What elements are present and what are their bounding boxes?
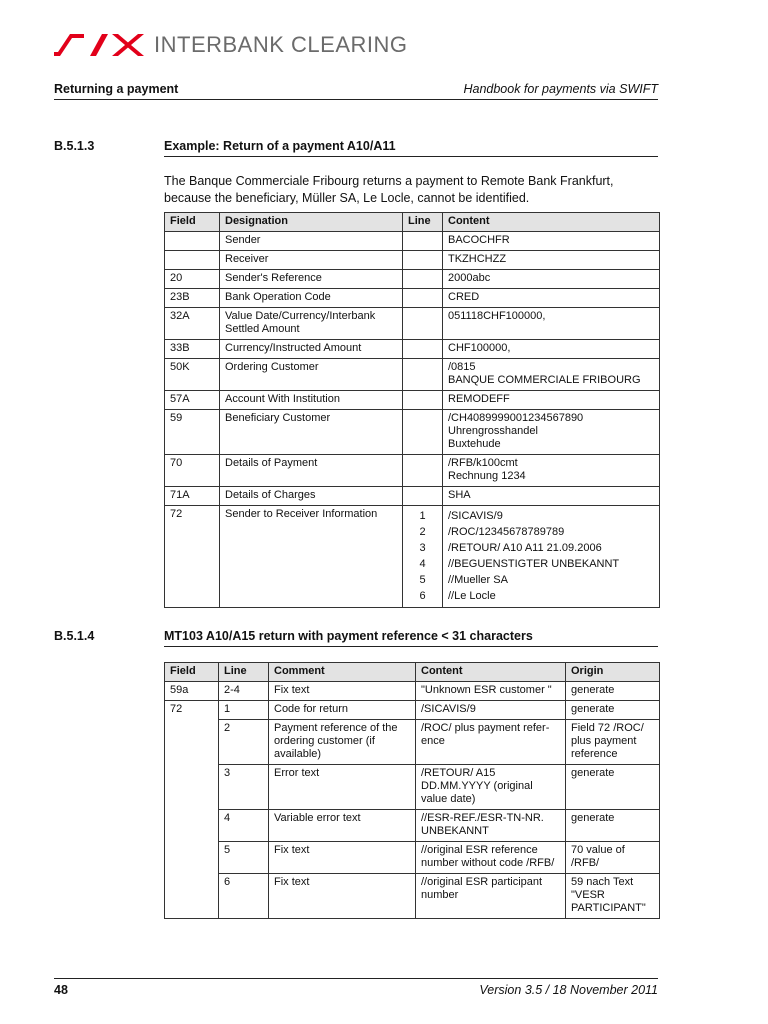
origin-cell: 59 nach Text "VESR PARTICIPANT" bbox=[566, 874, 660, 919]
origin-cell: generate bbox=[566, 701, 660, 720]
line-cell: 2 bbox=[219, 720, 269, 765]
column-header-origin: Origin bbox=[566, 663, 660, 682]
line-cell bbox=[403, 391, 443, 410]
designation-cell: Ordering Customer bbox=[220, 359, 403, 391]
content-cell bbox=[443, 308, 660, 340]
line-number: 2 bbox=[419, 526, 426, 538]
table-header-row bbox=[165, 213, 660, 232]
line-number: 1 bbox=[419, 510, 426, 522]
line-cell: 3 bbox=[219, 765, 269, 810]
designation-cell: Sender to Receiver Information bbox=[220, 506, 403, 608]
table-row bbox=[165, 410, 660, 455]
line-cell: 4 bbox=[219, 810, 269, 842]
table-row bbox=[165, 455, 660, 487]
comment-cell: Fix text bbox=[269, 682, 416, 701]
content-line: //Le Locle bbox=[448, 590, 496, 602]
content-line: /RETOUR/ A10 A11 21.09.2006 bbox=[448, 542, 602, 554]
table-row bbox=[165, 340, 660, 359]
line-cell bbox=[403, 289, 443, 308]
line-cell bbox=[403, 410, 443, 455]
line-cell: 1 bbox=[219, 701, 269, 720]
field-cell bbox=[165, 874, 219, 919]
line-cell bbox=[403, 340, 443, 359]
field-cell bbox=[165, 720, 219, 765]
line-cell: 5 bbox=[219, 842, 269, 874]
content-line: /RFB/k100cmt bbox=[448, 457, 518, 469]
table-row bbox=[165, 270, 660, 289]
table-row bbox=[165, 308, 660, 340]
table-row bbox=[165, 506, 660, 608]
column-header-line: Line bbox=[219, 663, 269, 682]
comment-cell: Error text bbox=[269, 765, 416, 810]
field-cell: 59a bbox=[165, 682, 219, 701]
content-cell bbox=[443, 391, 660, 410]
line-cell bbox=[403, 251, 443, 270]
running-header-title: Handbook for payments via SWIFT bbox=[463, 82, 658, 96]
column-header-content: Content bbox=[416, 663, 566, 682]
column-header-field: Field bbox=[165, 663, 219, 682]
line-cell bbox=[403, 359, 443, 391]
line-cell bbox=[403, 506, 443, 608]
content-cell bbox=[443, 340, 660, 359]
table-row bbox=[165, 391, 660, 410]
line-cell bbox=[403, 232, 443, 251]
table-row bbox=[165, 289, 660, 308]
footer-divider bbox=[54, 978, 658, 979]
column-header-designation: Designation bbox=[220, 213, 403, 232]
column-header-comment: Comment bbox=[269, 663, 416, 682]
running-header-chapter: Returning a payment bbox=[54, 82, 179, 96]
origin-cell: generate bbox=[566, 810, 660, 842]
table-row bbox=[165, 842, 660, 874]
content-line: /ROC/12345678789789 bbox=[448, 526, 565, 538]
field-cell: 23B bbox=[165, 289, 220, 308]
content-line: 051118CHF100000, bbox=[448, 310, 546, 322]
content-cell bbox=[443, 487, 660, 506]
content-line: BACOCHFR bbox=[448, 234, 510, 246]
content-line: Rechnung 1234 bbox=[448, 470, 526, 482]
content-cell: //original ESR participant number bbox=[416, 874, 566, 919]
section-title: MT103 A10/A15 return with payment reference < 31 characters bbox=[164, 629, 533, 643]
field-cell: 70 bbox=[165, 455, 220, 487]
field-cell: 72 bbox=[165, 506, 220, 608]
content-line: Buxtehude bbox=[448, 438, 501, 450]
comment-cell: Code for return bbox=[269, 701, 416, 720]
content-line: /0815 bbox=[448, 361, 476, 373]
section-divider bbox=[164, 646, 658, 647]
field-cell bbox=[165, 251, 220, 270]
content-cell: //original ESR reference number without code /RFB/ bbox=[416, 842, 566, 874]
content-cell: //ESR-REF./ESR-TN-NR. UNBEKANNT bbox=[416, 810, 566, 842]
field-cell: 50K bbox=[165, 359, 220, 391]
comment-cell: Fix text bbox=[269, 874, 416, 919]
table-row bbox=[165, 251, 660, 270]
designation-cell: Sender's Reference bbox=[220, 270, 403, 289]
table-row bbox=[165, 701, 660, 720]
mt103-return-table bbox=[164, 662, 660, 919]
field-cell: 71A bbox=[165, 487, 220, 506]
content-line: 2000abc bbox=[448, 272, 491, 284]
table-row bbox=[165, 874, 660, 919]
line-number: 3 bbox=[419, 542, 426, 554]
content-line: SHA bbox=[448, 489, 471, 501]
content-cell bbox=[443, 289, 660, 308]
content-line: REMODEFF bbox=[448, 393, 510, 405]
designation-cell: Beneficiary Customer bbox=[220, 410, 403, 455]
content-cell: /RETOUR/ A15 DD.MM.YYYY (original value date) bbox=[416, 765, 566, 810]
line-cell: 2-4 bbox=[219, 682, 269, 701]
section-intro-paragraph: The Banque Commerciale Fribourg returns a payment to Remote Bank Frankfurt, because the beneficiary, Müller SA, Le Locle, cannot be identified. bbox=[164, 174, 614, 205]
line-number: 6 bbox=[419, 590, 426, 602]
designation-cell: Bank Operation Code bbox=[220, 289, 403, 308]
content-cell: "Unknown ESR customer " bbox=[416, 682, 566, 701]
content-cell: /SICAVIS/9 bbox=[416, 701, 566, 720]
content-cell bbox=[443, 410, 660, 455]
field-cell: 57A bbox=[165, 391, 220, 410]
origin-cell: 70 value of /RFB/ bbox=[566, 842, 660, 874]
document-version: Version 3.5 / 18 November 2011 bbox=[479, 983, 658, 997]
line-cell bbox=[403, 270, 443, 289]
designation-cell: Sender bbox=[220, 232, 403, 251]
content-line: Uhrengrosshandel bbox=[448, 425, 538, 437]
content-cell: /ROC/ plus payment refer-ence bbox=[416, 720, 566, 765]
origin-cell: generate bbox=[566, 682, 660, 701]
designation-cell: Currency/Instructed Amount bbox=[220, 340, 403, 359]
column-header-field: Field bbox=[165, 213, 220, 232]
line-cell bbox=[403, 308, 443, 340]
designation-cell: Account With Institution bbox=[220, 391, 403, 410]
field-cell bbox=[165, 810, 219, 842]
designation-cell: Details of Charges bbox=[220, 487, 403, 506]
field-cell bbox=[165, 765, 219, 810]
line-cell: 6 bbox=[219, 874, 269, 919]
section-number: B.5.1.4 bbox=[54, 629, 95, 643]
designation-cell: Details of Payment bbox=[220, 455, 403, 487]
comment-cell: Fix text bbox=[269, 842, 416, 874]
line-cell bbox=[403, 455, 443, 487]
header-divider bbox=[54, 99, 658, 100]
designation-cell: Value Date/Currency/Interbank Settled Amount bbox=[220, 308, 403, 340]
line-cell bbox=[403, 487, 443, 506]
content-line: //Mueller SA bbox=[448, 574, 508, 586]
content-line: //BEGUENSTIGTER UNBEKANNT bbox=[448, 558, 620, 570]
field-cell: 32A bbox=[165, 308, 220, 340]
logo-wordmark: INTERBANK CLEARING bbox=[154, 32, 408, 57]
content-cell bbox=[443, 359, 660, 391]
field-cell bbox=[165, 232, 220, 251]
field-cell: 72 bbox=[165, 701, 219, 720]
field-cell: 20 bbox=[165, 270, 220, 289]
page-number: 48 bbox=[54, 983, 68, 997]
field-cell bbox=[165, 842, 219, 874]
field-cell: 59 bbox=[165, 410, 220, 455]
section-title: Example: Return of a payment A10/A11 bbox=[164, 139, 396, 153]
origin-cell: generate bbox=[566, 765, 660, 810]
return-example-table bbox=[164, 212, 660, 608]
table-row bbox=[165, 487, 660, 506]
table-row bbox=[165, 720, 660, 765]
table-row bbox=[165, 682, 660, 701]
content-line: CRED bbox=[448, 291, 480, 303]
content-cell bbox=[443, 455, 660, 487]
six-logo bbox=[54, 30, 408, 60]
table-row bbox=[165, 810, 660, 842]
field-cell: 33B bbox=[165, 340, 220, 359]
origin-cell: Field 72 /ROC/ plus payment reference bbox=[566, 720, 660, 765]
content-cell bbox=[443, 506, 660, 608]
content-line: /SICAVIS/9 bbox=[448, 510, 503, 522]
designation-cell: Receiver bbox=[220, 251, 403, 270]
table-header-row bbox=[165, 663, 660, 682]
content-line: /CH4089999001234567890 bbox=[448, 412, 584, 424]
section-number: B.5.1.3 bbox=[54, 139, 95, 153]
content-line: CHF100000, bbox=[448, 342, 511, 354]
comment-cell: Variable error text bbox=[269, 810, 416, 842]
comment-cell: Payment reference of the ordering customer (if available) bbox=[269, 720, 416, 765]
six-logo-mark-icon bbox=[54, 32, 146, 58]
content-cell bbox=[443, 251, 660, 270]
content-cell bbox=[443, 232, 660, 251]
table-row bbox=[165, 359, 660, 391]
table-row bbox=[165, 765, 660, 810]
section-divider bbox=[164, 156, 658, 157]
content-cell bbox=[443, 270, 660, 289]
content-line: BANQUE COMMERCIALE FRIBOURG bbox=[448, 374, 641, 386]
line-number: 5 bbox=[419, 574, 426, 586]
column-header-line: Line bbox=[403, 213, 443, 232]
line-number: 4 bbox=[419, 558, 426, 570]
column-header-content: Content bbox=[443, 213, 660, 232]
table-row bbox=[165, 232, 660, 251]
content-line: TKZHCHZZ bbox=[448, 253, 507, 265]
